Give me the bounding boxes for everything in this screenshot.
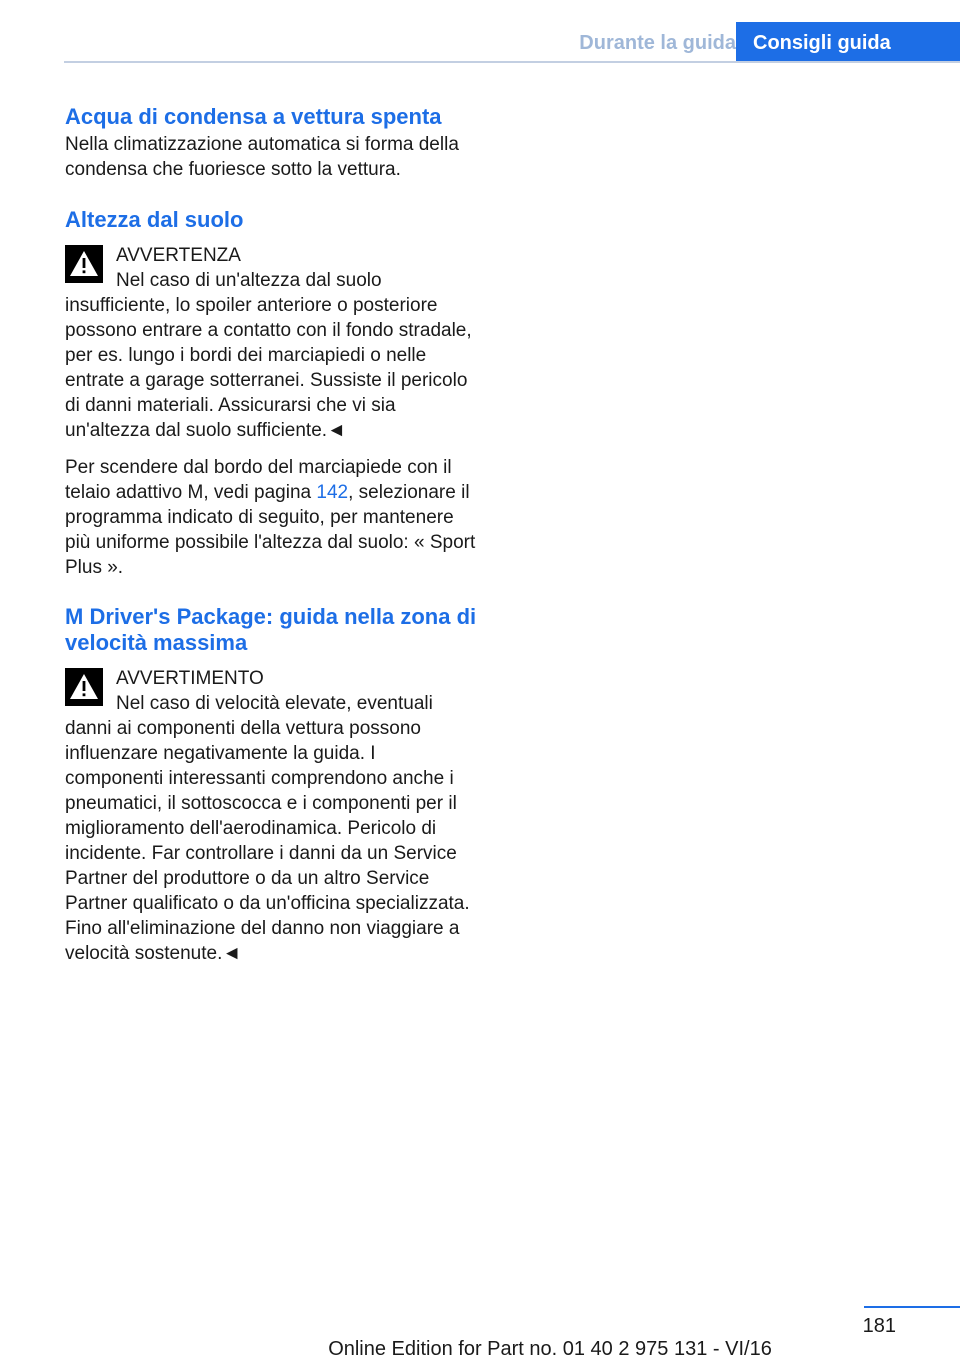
- paragraph-scendere-marciapiede: Per scendere dal bordo del marciapiede con il telaio adattivo M, vedi pagina 142, selezionare il programma indicato di seguito, per mantenere più uniforme possibile l'altezza dal suolo: « Sport Plus ».: [65, 457, 476, 578]
- header-section-title: Durante la guida: [579, 32, 736, 54]
- warning-block-mdriver: [65, 666, 477, 966]
- warning-block-altezza: [65, 243, 477, 443]
- page-link-142[interactable]: 142: [316, 482, 349, 503]
- heading-m-drivers-package: M Driver's Package: guida nella zona di velocità massima: [65, 604, 477, 655]
- main-column: [65, 100, 477, 966]
- warning-title: AVVERTENZA: [116, 245, 241, 266]
- warning-triangle-icon: [65, 245, 103, 283]
- warning-body: Nel caso di un'altezza dal suolo insufficiente, lo spoiler anteriore o posteriore possono entrare a contatto con il fondo stradale, per es. lungo i bordi dei marciapiedi o nelle entrate a garage sotterranei. Sussiste il pericolo di danni materiali. Assicurarsi che vi sia un'altezza dal suolo sufficiente.◄: [65, 270, 472, 441]
- edition-footer: Online Edition for Part no. 01 40 2 975 131 - VI/16: [328, 1338, 772, 1360]
- paragraph-acqua-condensa: Nella climatizzazione automatica si forma della condensa che fuoriesce sotto la vettura.: [65, 134, 459, 180]
- warning-body: Nel caso di velocità elevate, eventuali danni ai componenti della vettura possono influenzare negativamente la guida. I componenti interessanti comprendono anche i pneumatici, il sottoscocca e i componenti per il miglioramento dell'aerodinamica. Pericolo di incidente. Far controllare i danni da un Service Partner del produttore o da un altro Service Partner qualificato o da un'officina specializzata. Fino all'eliminazione del danno non viaggiare a velocità sostenute.◄: [65, 693, 470, 964]
- page-number: 181: [862, 1315, 896, 1337]
- header-chapter-tab: Consigli guida: [736, 22, 960, 62]
- header-divider: [64, 61, 960, 63]
- heading-altezza-suolo: Altezza dal suolo: [65, 207, 244, 232]
- warning-title: AVVERTIMENTO: [116, 668, 264, 689]
- footer-divider: [864, 1306, 960, 1308]
- heading-acqua-condensa: Acqua di condensa a vettura spenta: [65, 104, 442, 129]
- warning-triangle-icon: [65, 668, 103, 706]
